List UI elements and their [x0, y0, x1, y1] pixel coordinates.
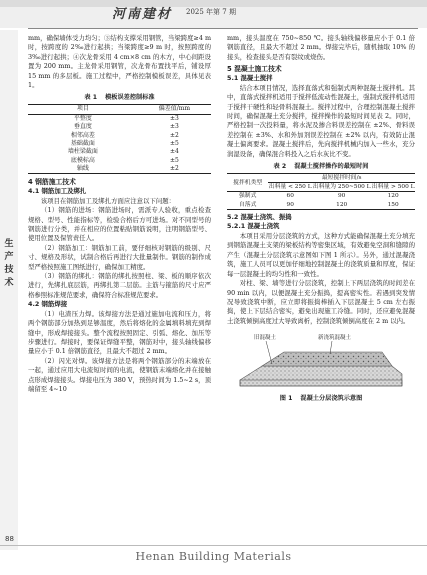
table-row: 平整度 ±3 [73, 115, 179, 123]
subsection-heading: 5.1 混凝土搅拌 [227, 74, 273, 83]
paragraph: （2）闪光对焊。该焊接方法是将两个钢筋部分的末端放在一起，通过应用大电流短时间的电流，使钢筋末端熔化并在接触点形成焊接接头。焊接电压为 380 V，预热时间为 1.5~2 s，顶端留至 4~10 [28, 356, 211, 394]
table-header: 搅拌机类型 [227, 174, 268, 192]
section-heading: 5 混凝土施工技术 [227, 65, 282, 74]
issue-label: 2025 年第 7 期 [186, 8, 236, 16]
page-number: 88 [5, 535, 14, 543]
side-section-label: 生产技术 [4, 239, 14, 288]
paragraph: mm，接头温度在 750~850 ℃。接头轴线偏移量应小于 0.1 倍钢筋直径，且最大不超过 2 mm。焊接完毕后，随机抽取 10% 的接头，检查接头是否有裂纹或烧伤。 [227, 34, 415, 61]
footer-title: Henan Building Materials [135, 550, 292, 563]
figure-1 [232, 330, 410, 392]
paragraph: 对柱、梁、墙等进行分层浇筑，控制上下两层浇筑的时间差在 90 min 以内，以便混凝土充分振捣，提高密实性。若遇到突发情况导致浇筑中断，应立即将振捣棒插入下层混凝土 5 cm 左右振捣，使上下层结合密实，避免出现施工冷缝。同时，还应避免混凝土浇筑倾倒高度过大导致离析，控制浇筑倾倒高度在 2 m 以内。 [227, 279, 415, 325]
table-header: 出料量 > 500 L [371, 184, 415, 191]
figure-label-old: 旧混凝土 [254, 335, 277, 342]
table-row: 轴线 ±2 [76, 164, 179, 172]
table-row: 相邻高差 ±2 [70, 131, 179, 139]
right-column [227, 34, 415, 403]
table-row: 自落式 90 120 150 [238, 201, 399, 208]
table-header: 出料量为 250~500 L [312, 184, 371, 191]
subsection-heading: 4.2 钢筋焊接 [28, 300, 68, 309]
paragraph: mm，确保墙体受力均匀；③结构支撑采用钢管，当梁跨度≥4 m 时，按跨度的 2‰进行起拱；当梁跨度≥9 m 时，按照跨度的 3‰进行起拱；④次龙骨采用 4 cm×8 cm 的木方，中心间距设置为 200 mm。主龙骨采用钢管，次龙骨布置找平后，铺设厚 15 mm 的多层板。施工过程中，严格控制模板误差，具体见表 1。 [28, 34, 212, 90]
paragraph: （2）钢筋加工：钢筋加工前，要仔细核对钢筋的级别、尺寸、规格及形状，试制合格后再进行大批量制作。钢筋的制作成型严格按照施工图纸进行，确保加工精度。 [28, 243, 211, 271]
paragraph: 结合本项目情况，选择直落式和强制式两种混凝土搅拌机。其中，直落式搅拌机适用于搅拌低流动性混凝土，强制式搅拌机适用于搅拌干硬性和轻骨料混凝土。搅拌过程中，合理控制混凝土搅拌时间，确保混凝土充分搅拌，搅拌操作的最短时间见表 2。同时，严格控制一次投料量，将水泥及掺合料误差控制在 ±2%、骨料误差控制在 ±3%、水和外加剂误差控制在 ±2% 以内，有效防止混凝土偏离要求。混凝土搅拌后，先向搅拌机械内加入一些水，充分润湿设备，确保混合料投入之后水灰比不变。 [227, 83, 415, 158]
subsection-heading: 5.2.1 混凝土浇筑 [227, 222, 280, 231]
header-divider [28, 28, 418, 29]
table-header: 项目 [28, 105, 138, 115]
table-row: 基础截面 ±5 [70, 139, 179, 147]
subsection-heading: 5.2 混凝土浇筑、振捣 [227, 212, 292, 221]
table-1 [28, 104, 211, 174]
old-concrete-layer [240, 366, 402, 386]
subsection-heading: 4.1 钢筋加工及绑扎 [28, 187, 87, 196]
left-column [28, 34, 211, 394]
paragraph: （1）电渣压力焊。该焊接方法是通过施加电流和压力，将两个钢筋部分加热到足够温度，然后将熔化的金属填料填充到焊缝中，形成焊接接头。整个流程按照固定、引弧、熔化、加压等步骤进行。焊接时，要保证焊缝平整，钢筋对中，接头轴线偏移量应小于 0.1 倍钢筋直径，且最大不超过 2 mm。 [28, 309, 211, 356]
table-2 [227, 173, 415, 210]
table-row: 底模标高 ±5 [70, 156, 179, 164]
figure-1-caption: 图 1 混凝土分层浇筑示意图 [279, 395, 363, 403]
side-strip [0, 30, 18, 550]
paragraph: （1）钢筋的进场：钢筋进场时，需派专人验收，重点检查规格、型号、性能指标等，检验合格后方可进场。对不同型号的钢筋进行分类，并在相应的位置粘贴钢筋说明，注明钢筋型号、使用位置及保管责任人。 [28, 206, 211, 243]
paragraph: 该项目在钢筋加工及绑扎方面应注意以下问题： [40, 196, 175, 205]
table-2-caption: 表 2 混凝土搅拌操作的最短时间 [273, 163, 369, 171]
table-header: 出料量 < 250 L [268, 184, 312, 191]
figure-label-new: 新浇筑混凝土 [318, 335, 352, 342]
magazine-title: 河南建材 [112, 7, 173, 22]
footer-divider [0, 545, 427, 546]
table-row: 垂直度 ±3 [73, 123, 179, 131]
new-concrete-layer [262, 352, 392, 366]
table-1-caption: 表 1 模板误差控制标准 [84, 94, 155, 102]
section-heading: 4 钢筋施工技术 [28, 178, 76, 187]
table-header: 偏差值/mm [138, 105, 211, 115]
layered-pour-diagram [232, 330, 410, 392]
table-header: 最短搅拌时间/s [268, 174, 415, 183]
leader-line-old [266, 341, 272, 364]
paragraph: （3）钢筋的绑扎：钢筋的绑扎按照柱、梁、板的顺序依次进行，先绑扎底层筋，再绑扎第二层筋。主筋与箍筋的尺寸应严格参照标准规范要求，确保符合标准规范要求。 [28, 271, 211, 299]
paragraph: 本项目采用分层浇筑的方式，这种方式能确保混凝土充分填充到钢筋混凝土支架的梁板结构等密集区域，有效避免空洞和缝隙的产生（混凝土分层浇筑示意图如下图 1 所示）。另外，通过混凝浇筑，施工人员可以更加仔细地控制混凝土的浇筑质量和厚度，保证每一层混凝土的均匀性和一致性。 [227, 232, 415, 278]
table-row: 墙柱梁截面 ±4 [67, 148, 179, 156]
table-row: 强制式 60 90 120 [238, 193, 399, 200]
